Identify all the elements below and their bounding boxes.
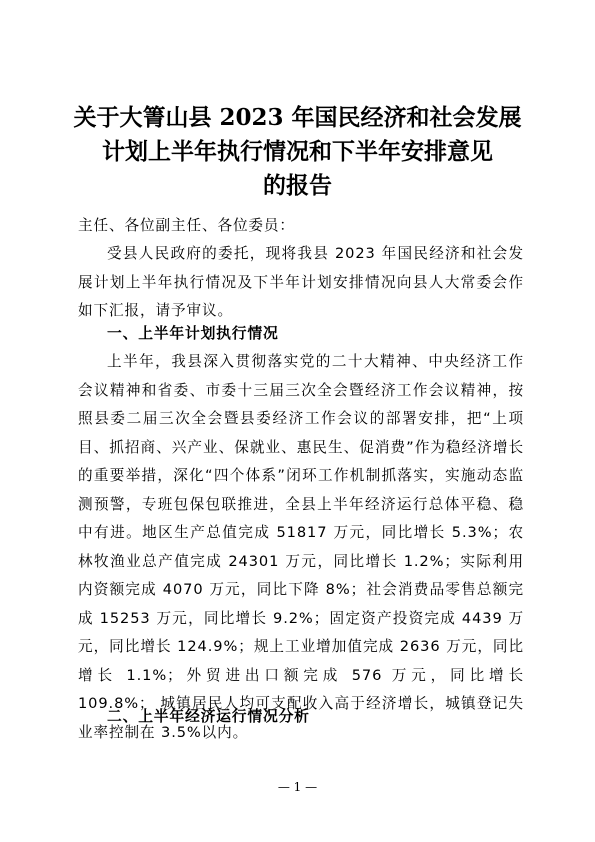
title-line-2: 计划上半年执行情况和下半年安排意见 (102, 138, 493, 165)
title-line-3: 的报告 (263, 172, 332, 199)
section-1-heading: 一、上半年计划执行情况 (107, 325, 279, 342)
section-2-heading: 二、上半年经济运行情况分析 (107, 708, 310, 725)
title-line-1: 关于大箐山县 2023 年国民经济和社会发展 (73, 104, 522, 131)
salutation: 主任、各位副主任、各位委员： (78, 217, 295, 234)
intro-paragraph: 受县人民政府的委托，现将我县 2023 年国民经济和社会发展计划上半年执行情况及下半年计划安排情况向县人大常委会作如下汇报，请予审议。 (78, 245, 524, 319)
page-number: — 1 — (277, 780, 318, 794)
section-1-paragraph: 上半年，我县深入贯彻落实党的二十大精神、中央经济工作会议精神和省委、市委十三届三次全会暨经济工作会议精神，按照县委二届三次全会暨县委经济工作会议的部署安排，把“上项目、抓招商、兴产业、保就业、惠民生、促消费”作为稳经济增长的重要举措，深化“四个体系”闭环工作机制抓落实，实施动态监测预警，专班包保包联推进，全县上半年经济运行总体平稳、稳中有进。地区生产总值完成 51817 万元，同比增长 5.3%；农林牧渔业总产值完成 24301 万元，同比增长 1.2%；实际利用内资额完成 4070 万元，同比下降 8%；社会消费品零售总额完成 15253 万元，同比增长 9.2%；固定资产投资完成 4439 万元，同比增长 124.9%；规上工业增加值完成 2636 万元，同比增长 1.1%；外贸进出口额完成 576 万元，同比增长 109.8%； 城镇居民人均可支配收入高于经济增长，城镇登记失业率控制在 3.5%以内。 (78, 353, 524, 741)
